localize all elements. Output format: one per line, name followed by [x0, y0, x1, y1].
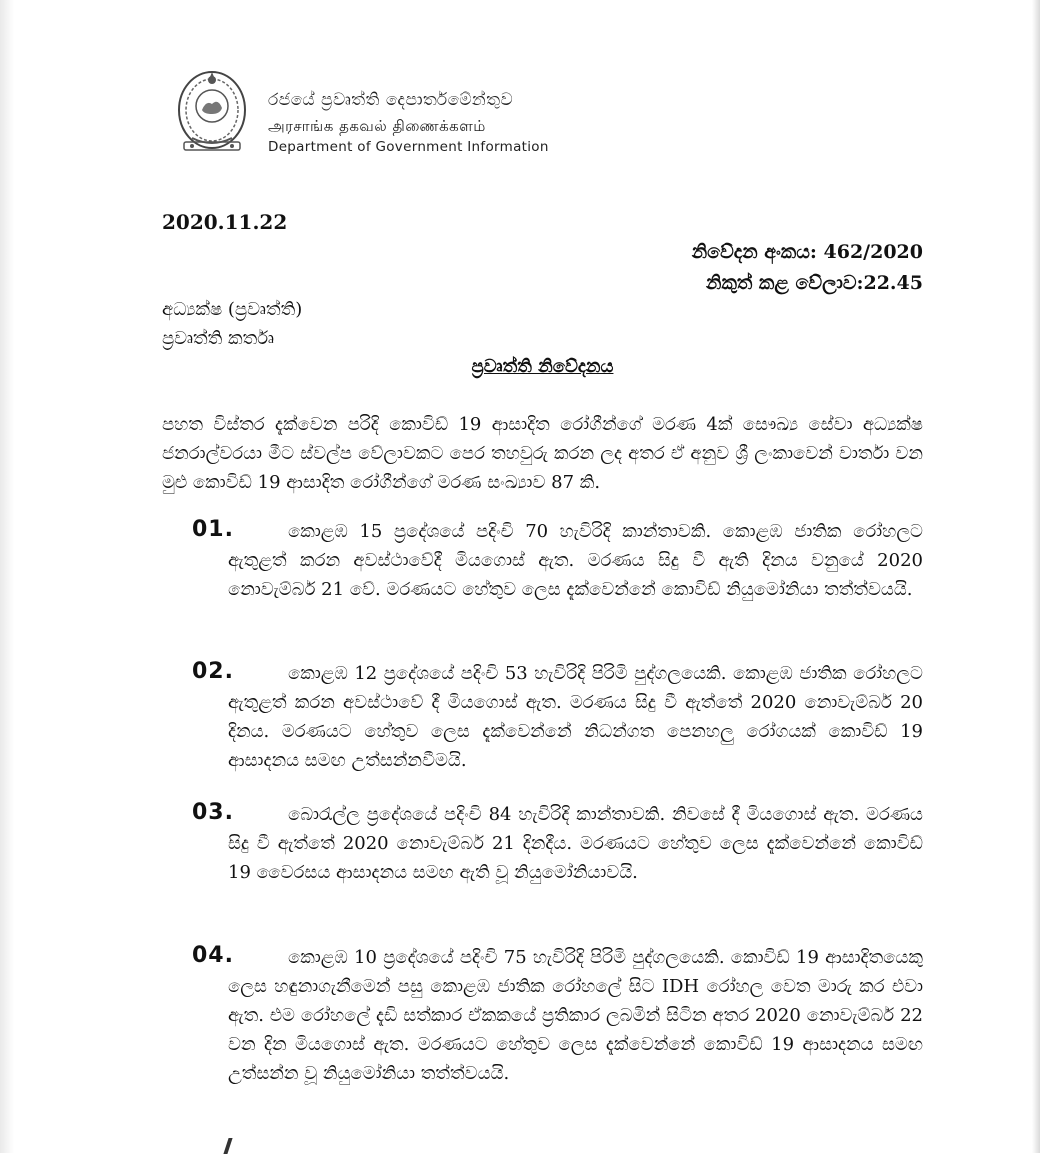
item-number: 04.	[192, 943, 234, 968]
item-number: 01.	[192, 517, 234, 542]
org-name-english: Department of Government Information	[268, 139, 549, 155]
addressee-line-1: අධ්‍යක්ෂ (ප්‍රවෘත්ති)	[162, 299, 303, 320]
list-item	[192, 800, 923, 887]
release-number: නිවේදන අංකය: 462/2020	[691, 241, 923, 263]
letterhead	[172, 66, 592, 166]
page-shadow-left	[0, 0, 14, 1153]
page-shadow-right	[1032, 0, 1040, 1153]
item-number: 03.	[192, 800, 234, 825]
item-text: කොළඹ 15 ප්‍රදේශයේ පදිංචි 70 හැවිරිදි කාන්තාවකි. කොළඹ ජාතික රෝහලට ඇතුළත් කරන අවස්ථාවේදී මියගොස් ඇත. මරණය සිදු වී ඇති දිනය වනුයේ 2020 නොවැම්බර් 21 වේ. මරණයට හේතුව ලෙස දැක්වෙන්නේ කොවිඩ් නියුමෝනියා තත්ත්වයයි.	[228, 521, 923, 600]
document-date: 2020.11.22	[162, 210, 288, 234]
scan-artifact-mark	[223, 1138, 232, 1154]
addressee-line-2: ප්‍රවෘත්ති කර්තෘ	[162, 328, 275, 349]
sri-lanka-emblem-icon	[172, 66, 252, 158]
document-title: ප්‍රවෘත්ති නිවේදනය	[471, 356, 614, 377]
item-text: බොරැල්ල ප්‍රදේශයේ පදිංචි 84 හැවිරිදි කාන්තාවකි. නිවසේ දී මියගොස් ඇත. මරණය සිදු වී ඇත්තේ 2020 නොවැම්බර් 21 දිනදීය. මරණයට හේතුව ලෙස දැක්වෙන්නේ කොවිඩ් 19 වෛරසය ආසාදනය සමඟ ඇති වූ නියුමෝනියාවයි.	[228, 804, 923, 883]
list-item	[192, 943, 923, 1088]
item-text: කොළඹ 10 ප්‍රදේශයේ පදිංචි 75 හැවිරිදි පිරිමි පුද්ගලයෙකි. කොවිඩ් 19 ආසාදිතයෙකු ලෙස හඳුනාගැනීමෙන් පසු කොළඹ ජාතික රෝහලේ සිට IDH රෝහල වෙත මාරු කර එවා ඇත. එම රෝහලේ දැඩි සත්කාර ඒකකයේ ප්‍රතිකාර ලබමින් සිටින අතර 2020 නොවැම්බර් 22 වන දින මියගොස් ඇත. මරණයට හේතුව ලෙස දැක්වෙන්නේ කොවිඩ් 19 ආසාදනය සමඟ උත්සන්න වූ නියුමෝනියා තත්ත්වයයි.	[228, 947, 923, 1084]
org-name-sinhala: රජයේ ප්‍රවෘත්ති දෙපාර්තමේන්තුව	[268, 90, 514, 110]
item-number: 02.	[192, 659, 234, 684]
list-item	[192, 659, 923, 775]
release-time: නිකුත් කළ වේලාව:22.45	[706, 272, 923, 294]
intro-paragraph: පහත විස්තර දැක්වෙන පරිදි කොවිඩ් 19 ආසාදිත රෝගීන්ගේ මරණ 4ක් සෞඛ්‍ය සේවා අධ්‍යක්ෂ ජනරාල්වරයා මීට ස්වල්ප වේලාවකට පෙර තහවුරු කරන ලද අතර ඒ අනුව ශ්‍රී ලංකාවෙන් වාර්තා වන මුළු කොවිඩ් 19 ආසාදිත රෝගීන්ගේ මරණ සංඛ්‍යාව 87 කි.	[162, 414, 923, 493]
list-item	[192, 517, 923, 604]
org-name-tamil: அரசாங்க தகவல் திணைக்களம்	[268, 117, 486, 135]
item-text: කොළඹ 12 ප්‍රදේශයේ පදිංචි 53 හැවිරිදි පිරිමි පුද්ගලයෙකි. කොළඹ ජාතික රෝහලට ඇතුළත් කරන අවස්ථාවේ දී මියගොස් ඇත. මරණය සිදු වී ඇත්තේ 2020 නොවැම්බර් 20 දිනය. මරණයට හේතුව ලෙස දැක්වෙන්නේ නිධන්ගත පෙනහලු රෝගයක් කොවිඩ් 19 ආසාදනය සමඟ උත්සන්නවීමයි.	[228, 663, 923, 771]
